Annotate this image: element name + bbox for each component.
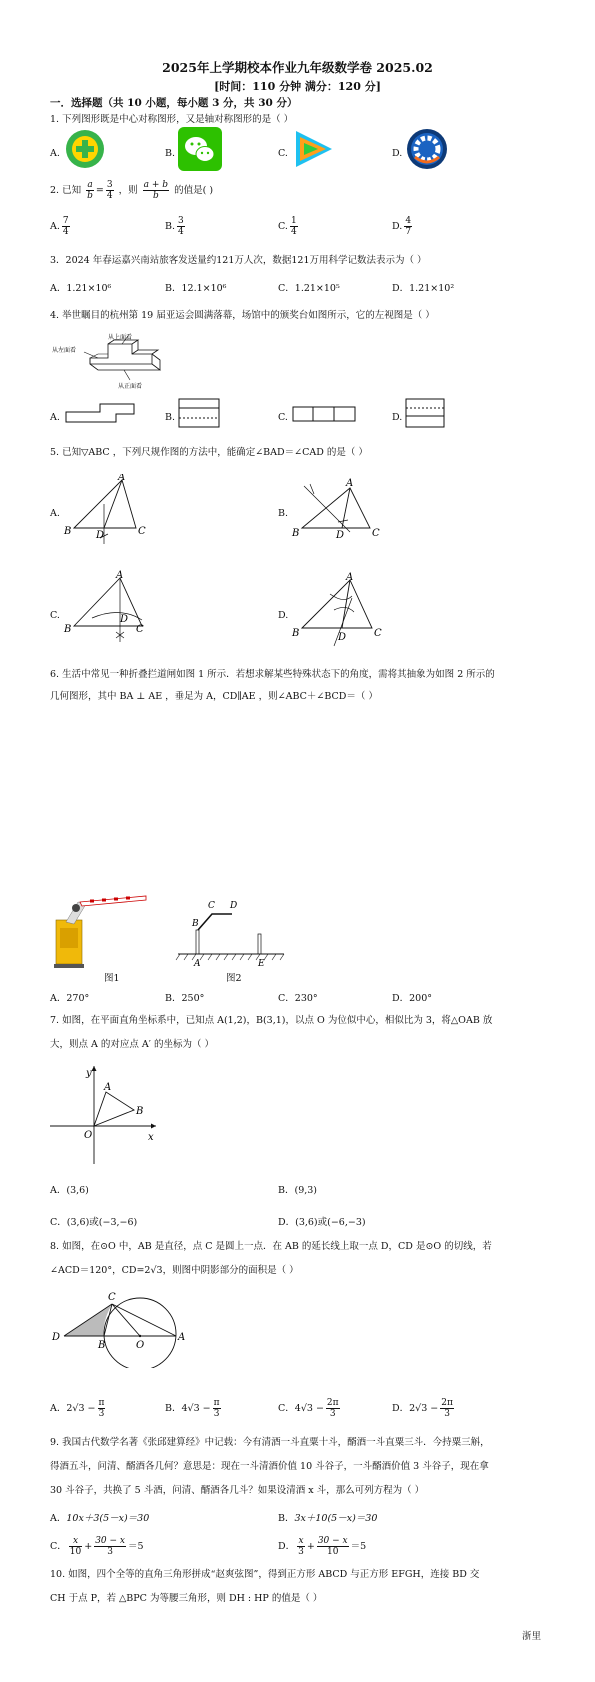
q7-coordinate-figure [50,1062,160,1166]
q6-option-d[interactable]: D．200° [392,993,432,1004]
numerator: 30 − x [95,1536,125,1546]
q5-option-c-label: C. [50,610,60,621]
q2-stem-post: 的值是( ) [174,185,214,196]
numerator: 7 [62,216,69,226]
numerator: 1 [290,216,297,226]
pt-b: B [292,528,300,539]
q2-option-d[interactable] [392,216,414,237]
denominator: 3 [107,1547,113,1557]
option-expr: 3x＋10(5－x)＝30 [294,1513,378,1524]
q4-label-top: 从上面看 [108,334,133,341]
q4-label-front: 从正面看 [118,383,143,390]
denominator: 4 [106,191,113,201]
q7-option-b[interactable]: B．(9,3) [278,1185,318,1196]
q1-option-d-gear-logo [405,127,449,171]
q9-line2: 得酒五斗，问清、醑酒各几何？意思是：现在一斗清酒价值 10 斗谷子，一斗醑酒价值 3 斗谷子，现在拿 [50,1461,489,1472]
numerator: a [87,180,93,190]
q4-option-c-shape [292,406,356,422]
option-label: A． [50,1513,67,1524]
option-label: C． [278,1403,295,1414]
q3-option-a[interactable]: A．1.21×10⁶ [50,283,112,294]
option-label: B． [278,1513,295,1524]
q6-line2: 几何图形，其中 BA ⊥ AE ，垂足为 A，CD∥AE ，则∠ABC＋∠BCD＝（ ） [50,691,378,702]
q6-fig1-barrier [50,888,150,972]
denominator: 3 [329,1409,336,1419]
option-label: B. [165,221,176,232]
pt-d: D [52,1332,61,1343]
q5-option-b-label: B. [278,508,289,519]
q2-stem: 2. 已知 $\frac{a}{b}$ = $\frac{3}{4}$ ，则 $\frac{a + b}{b}$ 的值是( ) [50,180,214,201]
pt-c: C [372,528,380,539]
numerator: 30 − x [317,1536,348,1546]
option-expr: 4√3 − [294,1403,324,1414]
pt-c: C [108,1292,116,1303]
option-label: A. [50,221,60,232]
q9-line3: 30 斗谷子，共换了 5 斗酒，问清、醑酒各几斗？如果设清酒 x 斗，那么可列方程为（ ） [50,1485,425,1496]
pt-a: A [178,1332,186,1343]
q2-option-b[interactable] [165,216,187,237]
option-label: C． [50,1541,67,1552]
q3-option-d[interactable]: D．1.21×10² [392,283,455,294]
q1-option-a-plus-logo [64,128,106,170]
option-label: D. [392,221,403,232]
pt-b: B [64,624,72,635]
numerator: 2π [441,1398,453,1408]
q10-line2: CH 于点 P，若 △BPC 为等腰三角形，则 DH : HP 的值是（ ） [50,1593,323,1604]
q1-option-c-video-logo [290,127,338,171]
numerator: x [298,1536,304,1546]
denominator: 3 [213,1409,220,1419]
q2-stem-mid: ，则 [118,185,138,196]
q5-option-d-label: D. [278,610,289,621]
q1-option-b-chat-logo [178,127,222,171]
q7-option-c[interactable]: C．(3,6)或(−3,−6) [50,1217,138,1228]
axis-x-label: x [148,1132,154,1143]
numerator: 3 [106,180,113,190]
q7-option-a[interactable]: A．(3,6) [50,1185,89,1196]
numerator: π [213,1398,220,1408]
pt-a: A [346,478,354,489]
pt-b: B [292,628,300,639]
pt-c: C [136,624,144,635]
q1-option-c-label: C. [278,148,288,159]
q8-circle-figure [50,1286,190,1368]
q3-stem: 3．2024 年春运嘉兴南站旅客发送量约121万人次，数据121万用科学记数法表示为（ ） [50,255,427,266]
denominator: 3 [444,1409,450,1419]
q2-option-c[interactable] [278,216,300,237]
option-expr: 2√3 − [66,1403,96,1414]
denominator: 10 [69,1547,82,1557]
denominator: 4 [178,227,184,237]
pt-a: A [194,959,201,969]
numerator: 4 [405,216,412,226]
option-tail: ＝5 [128,1541,144,1552]
q8-option-a[interactable] [50,1398,107,1419]
q5-option-b-figure [290,474,400,546]
option-label: C. [278,221,288,232]
option-tail: ＝5 [350,1541,367,1552]
axis-y-label: y [86,1068,92,1079]
option-label: D． [278,1541,296,1552]
q5-stem: 5. 已知▽ABC ，下列尺规作图的方法中，能确定∠BAD＝∠CAD 的是（ ） [50,447,368,458]
q6-line1: 6. 生活中常见一种折叠拦道闸如图 1 所示．若想求解某些特殊状态下的角度，需将其抽象为如图 2 所示的 [50,669,495,680]
denominator: 4 [290,227,297,237]
denominator: b [87,191,93,201]
denominator: 7 [405,227,412,237]
pt-a: A [116,570,124,581]
option-label: A． [50,1403,67,1414]
pt-b: B [136,1106,144,1117]
page-title: 2025年上学期校本作业九年级数学卷 2025.02 [162,60,433,75]
q6-fig1-caption: 图1 [104,973,120,984]
q8-option-c[interactable] [278,1398,342,1419]
q9-line1: 9. 我国古代数学名著《张邱建算经》中记载：今有清酒一斗直粟十斗，醑酒一斗直粟三斗．今持粟三斛， [50,1437,490,1448]
pt-e: E [258,959,265,969]
q7-option-d[interactable]: D．(3,6)或(−6,−3) [278,1217,366,1228]
q10-line1: 10. 如图，四个全等的直角三角形拼成“赵爽弦图”，得到正方形 ABCD 与正方形 EFGH，连接 BD 交 [50,1569,480,1580]
q2-frac-expr [143,180,169,201]
q7-line1: 7. 如图，在平面直角坐标系中，已知点 A(1,2)，B(3,1)，以点 O 为位似中心，相似比为 3，将△OAB 放 [50,1015,493,1026]
denominator: 3 [298,1547,304,1557]
pt-a: A [104,1082,112,1093]
pt-d: D [336,530,345,541]
numerator: 3 [178,216,184,226]
q4-option-b-shape [178,398,220,428]
q9-option-a[interactable] [50,1510,149,1524]
q4-podium-figure [50,330,170,395]
q9-option-d[interactable]: D． $\frac{x}{3}$ + $\frac{30 - x}{10}$ ＝5 [278,1536,367,1557]
numerator: x [69,1536,82,1547]
q2-frac-3-4 [106,180,114,201]
q8-option-b[interactable] [165,1398,223,1419]
q7-line2: 大，则点 A 的对应点 A′ 的坐标为（ ） [50,1039,214,1050]
pt-b: B [98,1340,106,1351]
q2-frac-a-b [86,180,94,201]
numerator: π [98,1398,105,1408]
q4-label-left: 从左面看 [52,347,77,354]
q2-option-a[interactable] [50,216,72,237]
origin-label: O [84,1130,93,1141]
q1-option-a-label: A. [50,148,60,159]
q6-fig2-caption: 图2 [226,973,242,984]
denominator: b [152,191,159,201]
section-heading: 一．选择题（共 10 小题，每小题 3 分，共 30 分） [50,97,298,109]
q9-option-c[interactable]: C． $\frac{x}{10}$ + $\frac{30 - x}{3}$ ＝5 [50,1536,144,1557]
pt-o: O [136,1340,145,1351]
pt-c: C [138,526,146,537]
q5-option-a-figure [62,474,162,546]
q5-option-d-figure [290,570,400,648]
option-expr: 4√3 − [181,1403,211,1414]
q3-option-b[interactable]: B．12.1×10⁶ [165,283,227,294]
q4-stem: 4. 举世瞩目的杭州第 19 届亚运会圆满落幕，场馆中的颁奖台如图所示，它的左视图是（ ） [50,310,435,321]
q4-option-d-shape [405,398,445,428]
pt-d: D [230,901,238,911]
denominator: 4 [62,227,69,237]
numerator: a + b [143,180,169,190]
q8-line1: 8. 如图，在⊙O 中，AB 是直径，点 C 是圆上一点．在 AB 的延长线上取一点 D，CD 是⊙O 的切线，若 [50,1241,492,1252]
q9-option-b[interactable] [278,1510,377,1524]
pt-d: D [96,530,105,541]
q3-option-c[interactable]: C．1.21×10⁵ [278,283,340,294]
q4-option-a-shape [64,402,136,424]
q1-option-b-label: B. [165,148,176,159]
q4-option-c-label: C. [278,412,288,423]
q5-option-a-label: A. [50,508,60,519]
pt-a: A [118,474,126,483]
numerator: 2π [326,1398,339,1408]
pt-d: D [338,632,347,643]
q1-stem: 1. 下列图形既是中心对称图形，又是轴对称图形的是（ ） [50,114,294,125]
q4-option-d-label: D. [392,412,403,423]
pt-c: C [374,628,382,639]
pt-a: A [346,572,354,583]
q5-option-c-figure [62,570,162,648]
pt-c: C [208,901,215,911]
page-footer: 浙里 [522,1631,542,1642]
q8-line2: ∠ACD＝120°，CD=2√3，则图中阴影部分的面积是（ ） [50,1265,299,1276]
pt-b: B [192,919,199,929]
exam-info: [时间：110 分钟 满分：120 分] [214,80,381,93]
option-label: B． [165,1403,182,1414]
q4-option-b-label: B. [165,412,176,423]
q1-option-d-label: D. [392,148,403,159]
option-label: D． [392,1403,410,1414]
option-expr: 2√3 − [409,1403,439,1414]
option-expr: 10x＋3(5－x)＝30 [66,1513,150,1524]
pt-b: B [64,526,72,537]
q2-stem-pre: 2. 已知 [50,185,82,196]
q6-option-c[interactable]: C．230° [278,993,318,1004]
denominator: 10 [327,1547,339,1557]
q6-option-b[interactable]: B．250° [165,993,205,1004]
denominator: 3 [98,1409,105,1419]
pt-d: D [120,614,129,625]
q4-option-a-label: A. [50,412,60,423]
q6-option-a[interactable]: A．270° [50,993,90,1004]
q8-option-d[interactable] [392,1398,456,1419]
q6-fig2-geometry [174,890,290,970]
